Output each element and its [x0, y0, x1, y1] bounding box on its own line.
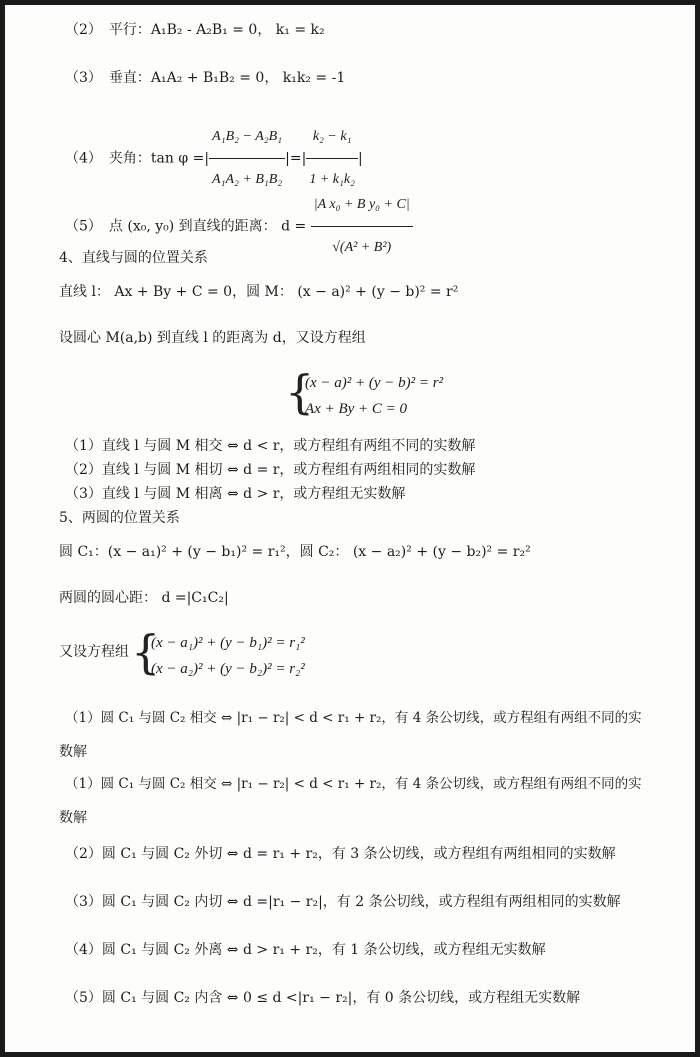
parallel-condition: （2） 平行：A₁B₂ - A₂B₁ = 0， k₁ = k₂ [65, 22, 325, 38]
circles-case-intersect-b: （1）圆 C₁ 与圆 C₂ 相交 ⇔ |r₁ − r₂| < d < r₁ + r₂，有 4 条公切线，或方程组有两组不同的实 [65, 776, 642, 792]
line-circle-case-intersect: （1）直线 l 与圆 M 相交 ⇔ d < r，或方程组有两组不同的实数解 [65, 438, 476, 454]
distance-prefix: （5） 点 (x₀, y₀) 到直线的距离： d = [65, 218, 307, 235]
angle-formula-prefix: （4） 夹角：tan φ =| [65, 150, 210, 167]
circles-case-internal-tangent: （3）圆 C₁ 与圆 C₂ 内切 ⇔ d =|r₁ − r₂|，有 2 条公切线，或方程组有两组相同的实数解 [65, 894, 621, 910]
system-row-circle: (x − a)² + (y − b)² = r² [305, 375, 444, 391]
circles-case-intersect-a-cont: 数解 [59, 744, 87, 760]
system-brace: { [285, 365, 315, 419]
system-brace-2: { [131, 625, 161, 679]
section-5-heading: 5、两圆的位置关系 [59, 510, 180, 526]
distance-denominator: √(A² + B²) [332, 240, 392, 255]
circles-case-external-separate: （4）圆 C₁ 与圆 C₂ 外离 ⇔ d > r₁ + r₂，有 1 条公切线，或方程组无实数解 [65, 942, 546, 958]
circles-case-intersect-a: （1）圆 C₁ 与圆 C₂ 相交 ⇔ |r₁ − r₂| < d < r₁ + r₂，有 4 条公切线，或方程组有两组不同的实 [65, 710, 642, 726]
distance-numerator: |A x₀ + B y₀ + C| [311, 185, 413, 227]
angle-fraction-slopes-denominator: 1 + k₁k₂ [309, 172, 355, 187]
section-4-heading: 4、直线与圆的位置关系 [59, 250, 208, 266]
circles-case-contained: （5）圆 C₁ 与圆 C₂ 内含 ⇔ 0 ≤ d <|r₁ − r₂|，有 0 条公切线，或方程组无实数解 [65, 990, 581, 1006]
system-row-circle-1: (x − a₁)² + (y − b₁)² = r₁² [151, 635, 305, 651]
system-row-line: Ax + By + C = 0 [305, 401, 408, 417]
angle-formula-middle: |=| [285, 150, 307, 167]
angle-fraction-lines-denominator: A₁A₂ + B₁B₂ [212, 172, 283, 187]
line-circle-case-separate: （3）直线 l 与圆 M 相离 ⇔ d > r，或方程组无实数解 [65, 486, 406, 502]
angle-formula-suffix: | [357, 150, 363, 167]
system-label: 又设方程组 [59, 644, 129, 660]
circles-case-intersect-b-cont: 数解 [59, 810, 87, 826]
angle-fraction-lines-numerator: A₁B₂ − A₂B₁ [209, 117, 285, 159]
perpendicular-condition: （3） 垂直：A₁A₂ + B₁B₂ = 0， k₁k₂ = -1 [65, 70, 346, 86]
center-distance: 两圆的圆心距： d =|C₁C₂| [59, 590, 229, 606]
two-circles-equations: 圆 C₁：(x − a₁)² + (y − b₁)² = r₁²，圆 C₂： (x − a₂)² + (y − b₂)² = r₂² [59, 544, 531, 560]
angle-fraction-slopes-numerator: k₂ − k₁ [306, 117, 358, 159]
line-circle-case-tangent: （2）直线 l 与圆 M 相切 ⇔ d = r，或方程组有两组相同的实数解 [65, 462, 476, 478]
distance-setup: 设圆心 M(a,b) 到直线 l 的距离为 d，又设方程组 [59, 330, 366, 346]
line-and-circle-equations: 直线 l： Ax + By + C = 0，圆 M： (x − a)² + (y − b)² = r² [59, 284, 459, 300]
distance-fraction [311, 185, 413, 268]
circles-case-external-tangent: （2）圆 C₁ 与圆 C₂ 外切 ⇔ d = r₁ + r₂，有 3 条公切线，或方程组有两组相同的实数解 [65, 846, 616, 862]
system-row-circle-2: (x − a₂)² + (y − b₂)² = r₂² [151, 661, 305, 677]
